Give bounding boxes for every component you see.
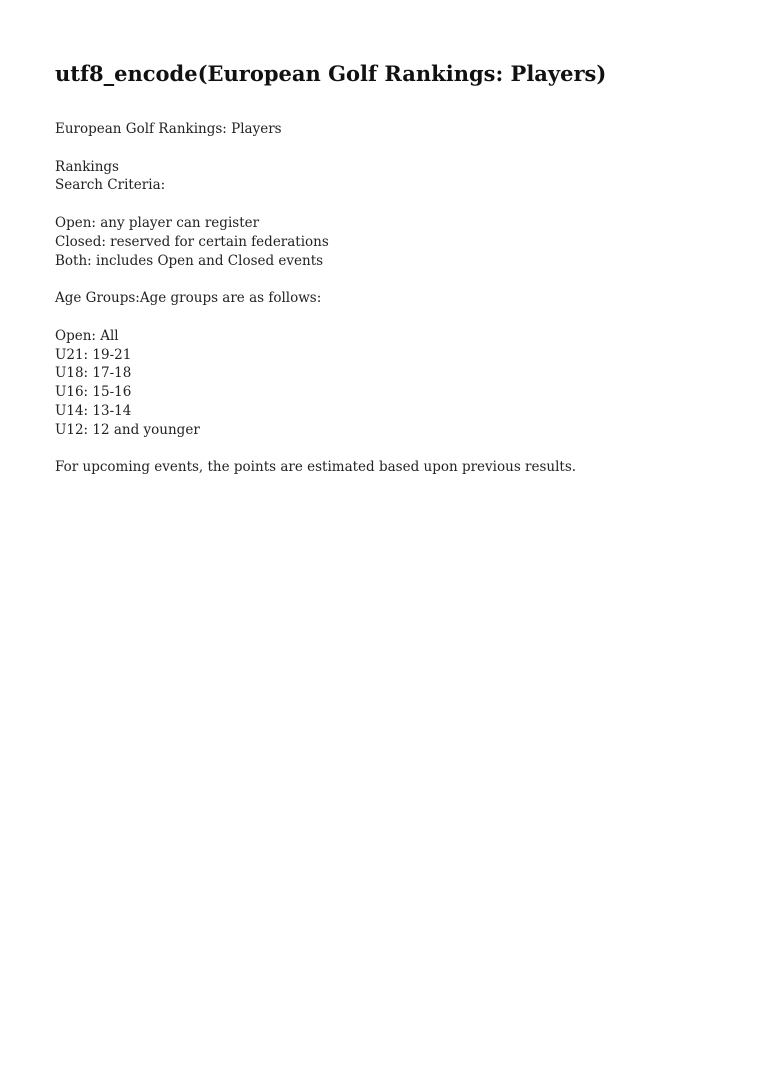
age-group-u16: U16: 15-16 bbox=[55, 384, 132, 401]
document-page bbox=[55, 58, 735, 477]
spacer bbox=[55, 308, 735, 327]
criteria-both: Both: includes Open and Closed events bbox=[55, 252, 324, 269]
footer-note: For upcoming events, the points are estimated based upon previous results. bbox=[55, 459, 577, 476]
search-criteria-label: Search Criteria: bbox=[55, 177, 166, 194]
spacer bbox=[55, 195, 735, 214]
age-group-u14: U14: 13-14 bbox=[55, 402, 132, 419]
document-title: utf8_encode(European Golf Rankings: Players) bbox=[55, 61, 607, 86]
age-group-u18: U18: 17-18 bbox=[55, 365, 132, 382]
criteria-closed: Closed: reserved for certain federations bbox=[55, 233, 329, 250]
age-group-open: Open: All bbox=[55, 327, 119, 344]
document-heading: European Golf Rankings: Players bbox=[55, 121, 282, 137]
spacer bbox=[55, 270, 735, 289]
criteria-open: Open: any player can register bbox=[55, 214, 260, 231]
age-groups-intro: Age Groups:Age groups are as follows: bbox=[55, 290, 322, 307]
age-group-u12: U12: 12 and younger bbox=[55, 421, 200, 438]
spacer bbox=[55, 440, 735, 459]
rankings-label: Rankings bbox=[55, 158, 119, 175]
spacer bbox=[55, 139, 735, 158]
document-body bbox=[55, 120, 735, 477]
age-group-u21: U21: 19-21 bbox=[55, 346, 132, 363]
